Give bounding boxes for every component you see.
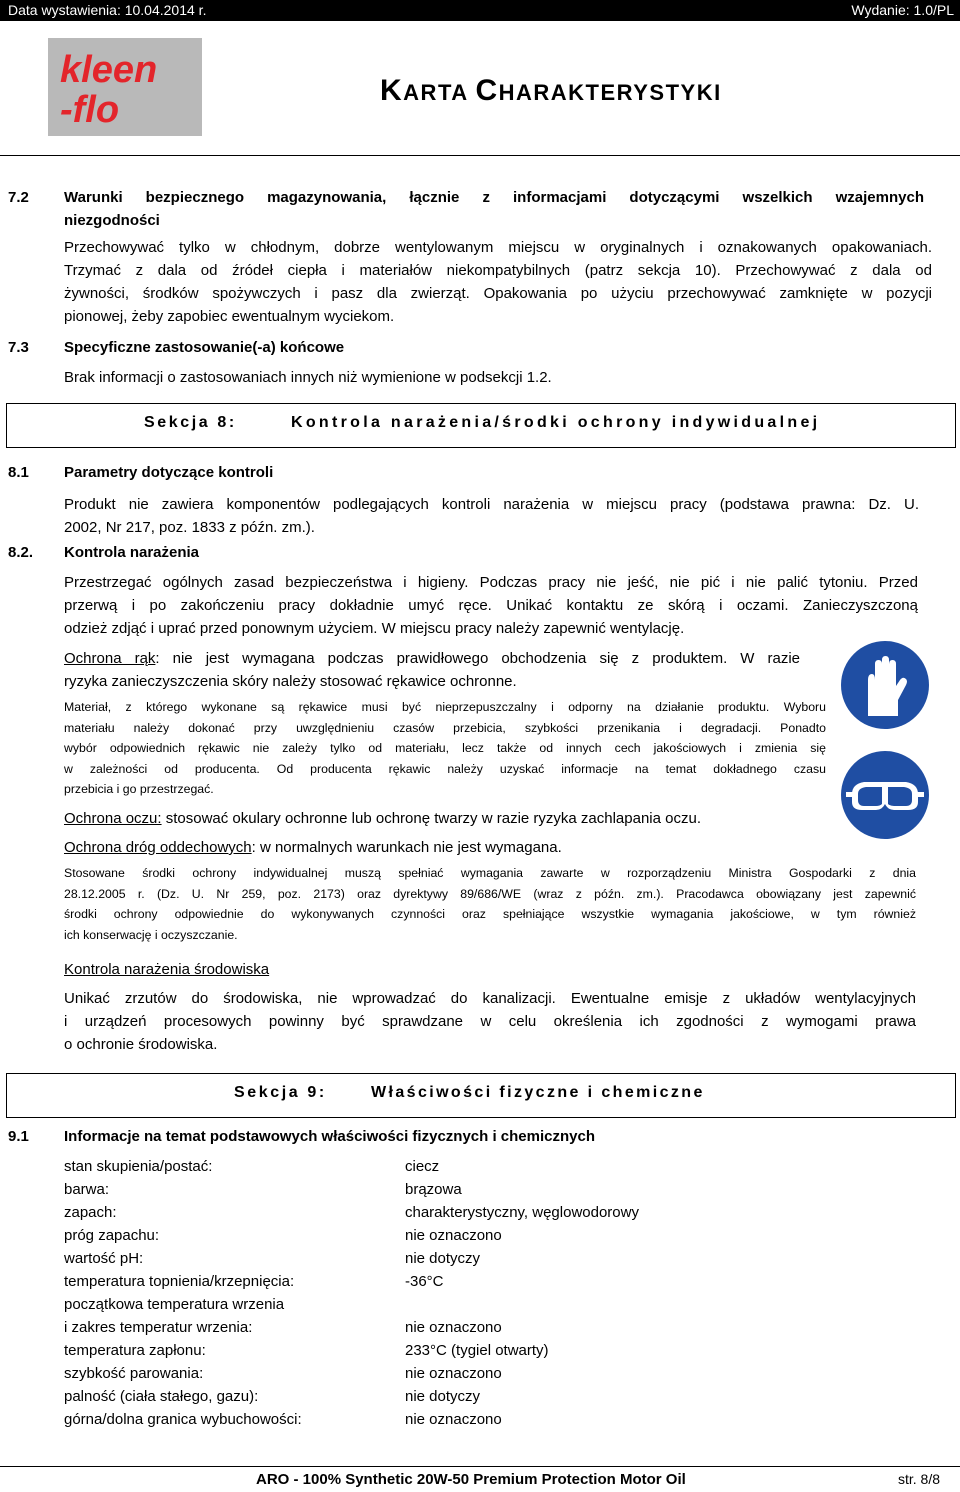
product-name: ARO - 100% Synthetic 20W-50 Premium Protection Motor Oil [256, 1471, 686, 1488]
header-bar [0, 0, 960, 21]
paragraph: Przechowywać tylko w chłodnym, dobrze wentylowanym miejscu w oryginalnych i oznakowanych opakowaniach. Trzymać z dala od źródeł ciepła i materiałów niekompatybilnych (patrz sekcja 10). Przechowywać z dala od żywności, środków spożywczych i pasz dla zwierząt. Opakowania po użyciu przechowywać zamknięte w pozycji pionowej, żeby zapobiec ewentualnym wyciekom. [64, 239, 932, 325]
ppe-note: Stosowane środki ochrony indywidualnej muszą spełniać wymagania zawarte w rozporządzeniu Ministra Gospodarki z dnia 28.12.2005 r. (Dz. U. Nr 259, poz. 2173) oraz dyrektywy 89/686/WE (wraz z późn. zm.). Pracodawca obowiązany jest zapewnić środki ochrony odpowiednie do wykonywanych czynności oraz spełniające wszystkie wymagania jakościowe, w tym również ich konserwację i oczyszczanie. [64, 866, 916, 942]
logo-text-line1: kleen [60, 49, 158, 91]
edition: Wydanie: 1.0/PL [851, 2, 954, 18]
footer [0, 1467, 960, 1492]
section-9-header [6, 1073, 956, 1118]
section-heading: Informacje na temat podstawowych właściwości fizycznych i chemicznych [64, 1128, 595, 1145]
section-heading: Parametry dotyczące kontroli [64, 464, 274, 481]
section-label: Sekcja 9: [234, 1084, 327, 1101]
hands-label: Ochrona rąk [64, 650, 156, 667]
logo-text-line2: -flo [60, 89, 120, 131]
gloves-icon [840, 640, 930, 730]
paragraph: Unikać zrzutów do środowiska, nie wprowadzać do kanalizacji. Ewentualne emisje z układów wentylacyjnych i urządzeń procesowych powinny być sprawdzane w celu określenia ich zgodności z wymogami prawa o ochronie środowiska. [64, 990, 916, 1053]
paragraph: Brak informacji o zastosowaniach innych niż wymienione w podsekcji 1.2. [64, 369, 552, 386]
eyes-protection: Ochrona oczu: stosować okulary ochronne lub ochronę twarzy w razie ryzyka zachlapania oczu. [64, 810, 701, 827]
section-label: Sekcja 8: [144, 414, 237, 431]
gloves-note: Materiał, z którego wykonane są rękawice musi być nieprzepuszczalny i odporny na działanie produktu. Wyboru materiału należy dokonać przy uwzględnieniu czasów przebicia, szybkości przenikania i degradacji. Ponadto wybór odpowiednich rękawic nie zależy tylko od materiału, lecz także od innych cech jakościowych i zmienia się w zależności od producenta. Od producenta rękawic należy uzyskać informacje na temat dokładnego czasu przebicia i go przestrzegać. [64, 700, 826, 796]
hands-protection: Ochrona rąk: nie jest wymagana podczas prawidłowego obchodzenia się z produktem. W razie ryzyka zanieczyszczenia skóry należy stosować rękawice ochronne. [64, 650, 800, 690]
eyes-label: Ochrona oczu: [64, 810, 162, 827]
section-title: Właściwości fizyczne i chemiczne [371, 1084, 705, 1101]
paragraph: Przestrzegać ogólnych zasad bezpieczeństwa i higieny. Podczas pracy nie jeść, nie pić i nie palić tytoniu. Przed przerwą i po zakończeniu pracy dokładnie umyć ręce. Unikać kontaktu ze skórą i oczami. Zanieczyszczoną odzież zdjąć i uprać przed ponownym użyciem. W miejscu pracy należy zapewnić wentylację. [64, 574, 918, 637]
header-divider [0, 155, 960, 156]
section-number: 7.3 [8, 339, 29, 356]
paragraph: Produkt nie zawiera komponentów podlegających kontroli narażenia w miejscu pracy (podstawa prawna: Dz. U. 2002, Nr 217, poz. 1833 z późn. zm.). [64, 496, 919, 536]
section-number: 8.2. [8, 544, 34, 561]
respiratory-protection: Ochrona dróg oddechowych: w normalnych warunkach nie jest wymagana. [64, 839, 562, 856]
goggles-icon [840, 750, 930, 840]
section-heading: Warunki bezpiecznego magazynowania, łącznie z informacjami dotyczącymi wszelkich wzajemnych niezgodności [64, 189, 924, 229]
section-number: 9.1 [8, 1128, 29, 1145]
section-number: 8.1 [8, 464, 29, 481]
section-heading: Kontrola narażenia [64, 544, 200, 561]
issue-date: Data wystawienia: 10.04.2014 r. [8, 2, 207, 18]
company-logo [48, 38, 202, 136]
section-number: 7.2 [8, 189, 29, 206]
section-title: Kontrola narażenia/środki ochrony indywidualnej [291, 414, 821, 431]
environment-label: Kontrola narażenia środowiska [64, 961, 270, 978]
resp-label: Ochrona dróg oddechowych [64, 839, 252, 856]
page-number: str. 8/8 [897, 1471, 940, 1487]
section-heading: Specyficzne zastosowanie(-a) końcowe [64, 339, 345, 356]
document-title: KARTA CHARAKTERYSTYKI [380, 74, 722, 107]
section-8-header [6, 403, 956, 448]
